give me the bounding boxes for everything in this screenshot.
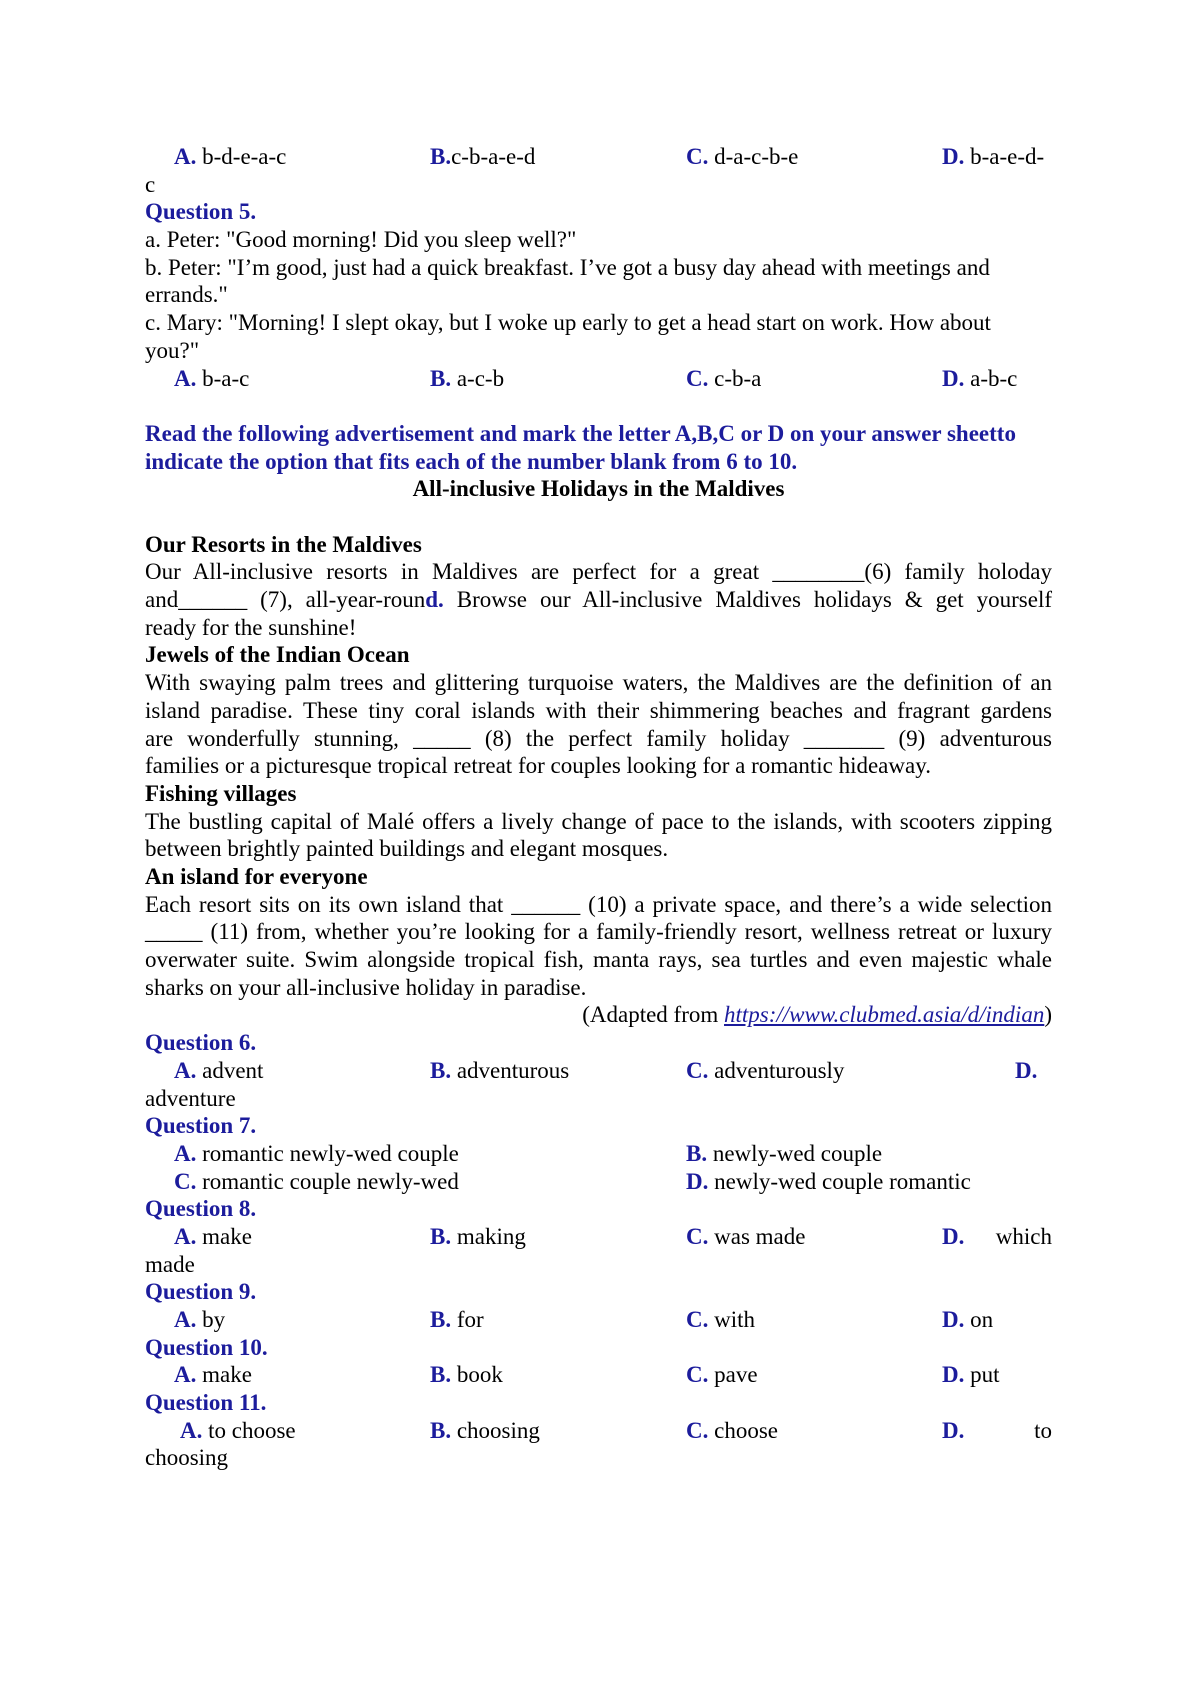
- q11-option-b[interactable]: B. choosing: [430, 1417, 540, 1443]
- q10-option-a[interactable]: A. make: [174, 1362, 252, 1388]
- instruction-line-2: indicate the option that fits each of the number blank from 6 to 10.: [145, 448, 798, 474]
- q11-option-d-wrap: choosing: [145, 1445, 229, 1471]
- q5-line: errands.": [145, 282, 228, 308]
- passage-title: All-inclusive Holidays in the Maldives: [412, 476, 785, 502]
- q10-option-b[interactable]: B. book: [430, 1362, 503, 1388]
- passage-line: The bustling capital of Malé offers a lively change of pace to the islands, with scooters zipping: [145, 808, 1052, 834]
- q6-option-b[interactable]: B. adventurous: [430, 1057, 570, 1083]
- q9-option-c[interactable]: C. with: [686, 1307, 756, 1333]
- q5-option-a[interactable]: A. b-a-c: [174, 365, 250, 391]
- q8-options: [145, 1223, 1052, 1251]
- q6-option-c[interactable]: C. adventurously: [686, 1057, 845, 1083]
- q5-line: b. Peter: "I’m good, just had a quick breakfast. I’ve got a busy day ahead with meetings and: [145, 254, 990, 280]
- passage-line: sharks on your all-inclusive holiday in paradise.: [145, 974, 587, 1000]
- q11-option-d[interactable]: D.: [942, 1417, 965, 1443]
- q8-option-a[interactable]: A. make: [174, 1223, 252, 1249]
- q7-options-row-1: [145, 1140, 1052, 1168]
- q6-option-d-text: adventure: [145, 1085, 236, 1111]
- q9-option-d[interactable]: D. on: [942, 1307, 994, 1333]
- q4-option-d-wrap: c: [145, 171, 156, 197]
- section-heading: An island for everyone: [145, 863, 368, 889]
- q4-option-a[interactable]: A. b-d-e-a-c: [174, 144, 287, 169]
- q6-option-d[interactable]: D.: [1015, 1057, 1038, 1083]
- q8-option-b[interactable]: B. making: [430, 1223, 526, 1249]
- passage-line: With swaying palm trees and glittering turquoise waters, the Maldives are the definition of an: [145, 670, 1052, 696]
- section-heading: Our Resorts in the Maldives: [145, 531, 422, 557]
- passage-line: are wonderfully stunning, _____ (8) the perfect family holiday _______ (9) adventurous: [145, 725, 1052, 751]
- passage-line: _____ (11) from, whether you’re looking for a family-friendly resort, wellness retreat or luxury: [145, 919, 1052, 945]
- q9-option-a[interactable]: A. by: [174, 1307, 226, 1333]
- section-heading: Fishing villages: [145, 780, 297, 806]
- q6-options: [145, 1057, 1052, 1085]
- q11-title: Question 11.: [145, 1390, 267, 1416]
- q7-options-row-2: [145, 1168, 1052, 1196]
- q4-options: [145, 143, 1052, 171]
- q10-title: Question 10.: [145, 1334, 268, 1360]
- q5-line: you?": [145, 337, 200, 363]
- q9-title: Question 9.: [145, 1279, 257, 1305]
- passage-line: island paradise. These tiny coral islands with their shimmering beaches and fragrant gardens: [145, 697, 1052, 723]
- passage-line: families or a picturesque tropical retreat for couples looking for a romantic hideaway.: [145, 753, 931, 779]
- q8-option-d-text: which: [995, 1223, 1052, 1249]
- q5-option-d[interactable]: D. a-b-c: [942, 365, 1018, 391]
- q11-options: [145, 1417, 1052, 1445]
- q7-option-b[interactable]: B. newly-wed couple: [686, 1140, 883, 1166]
- passage-line: Each resort sits on its own island that ______ (10) a private space, and there’s a wide selection: [145, 891, 1052, 917]
- q6-title: Question 6.: [145, 1030, 257, 1056]
- q11-option-a[interactable]: A. to choose: [180, 1417, 296, 1443]
- q9-options: [145, 1306, 1052, 1334]
- q11-option-c[interactable]: C. choose: [686, 1417, 778, 1443]
- document-page: [145, 143, 1052, 1472]
- q10-option-d[interactable]: D. put: [942, 1362, 1000, 1388]
- q5-option-b[interactable]: B. a-c-b: [430, 365, 505, 391]
- q6-option-a[interactable]: A. advent: [174, 1057, 264, 1083]
- passage-line: and______ (7), all-year-round. Browse our All-inclusive Maldives holidays & get yourself: [145, 587, 1052, 613]
- q4-option-b[interactable]: B.c-b-a-e-d: [430, 144, 536, 169]
- q4-option-d[interactable]: D. b-a-e-d-: [942, 144, 1045, 169]
- passage-line: ready for the sunshine!: [145, 614, 357, 640]
- spacer: [145, 392, 1052, 420]
- passage-line: between brightly painted buildings and elegant mosques.: [145, 836, 669, 862]
- q10-options: [145, 1361, 1052, 1389]
- source-link[interactable]: https://www.clubmed.asia/d/indian: [724, 1002, 1045, 1028]
- q8-option-c[interactable]: C. was made: [686, 1223, 806, 1249]
- q10-option-c[interactable]: C. pave: [686, 1362, 758, 1388]
- q11-option-d-text: to: [1034, 1417, 1052, 1443]
- q7-option-c[interactable]: C. romantic couple newly-wed: [174, 1168, 459, 1194]
- q5-options: [145, 365, 1052, 393]
- q8-option-d-wrap: made: [145, 1251, 195, 1277]
- q5-line: c. Mary: "Morning! I slept okay, but I woke up early to get a head start on work. How about: [145, 310, 991, 336]
- q7-option-a[interactable]: A. romantic newly-wed couple: [174, 1140, 459, 1166]
- q7-option-d[interactable]: D. newly-wed couple romantic: [686, 1168, 971, 1194]
- source-citation: (Adapted from https://www.clubmed.asia/d/indian): [582, 1002, 1052, 1028]
- passage-line: overwater suite. Swim alongside tropical fish, manta rays, sea turtles and even majestic whale: [145, 947, 1052, 973]
- passage-line: Our All-inclusive resorts in Maldives are perfect for a great ________(6) family holoday: [145, 559, 1052, 585]
- q5-title: Question 5.: [145, 199, 257, 225]
- q4-option-c[interactable]: C. d-a-c-b-e: [686, 144, 799, 169]
- q8-title: Question 8.: [145, 1196, 257, 1222]
- q5-line: a. Peter: "Good morning! Did you sleep well?": [145, 227, 577, 253]
- q8-option-d[interactable]: D.: [942, 1223, 965, 1249]
- section-heading: Jewels of the Indian Ocean: [145, 642, 410, 668]
- spacer: [145, 503, 1052, 531]
- q5-option-c[interactable]: C. c-b-a: [686, 365, 762, 391]
- q9-option-b[interactable]: B. for: [430, 1307, 484, 1333]
- q7-title: Question 7.: [145, 1113, 257, 1139]
- instruction-line-1: Read the following advertisement and mark the letter A,B,C or D on your answer sheetto: [145, 420, 1016, 446]
